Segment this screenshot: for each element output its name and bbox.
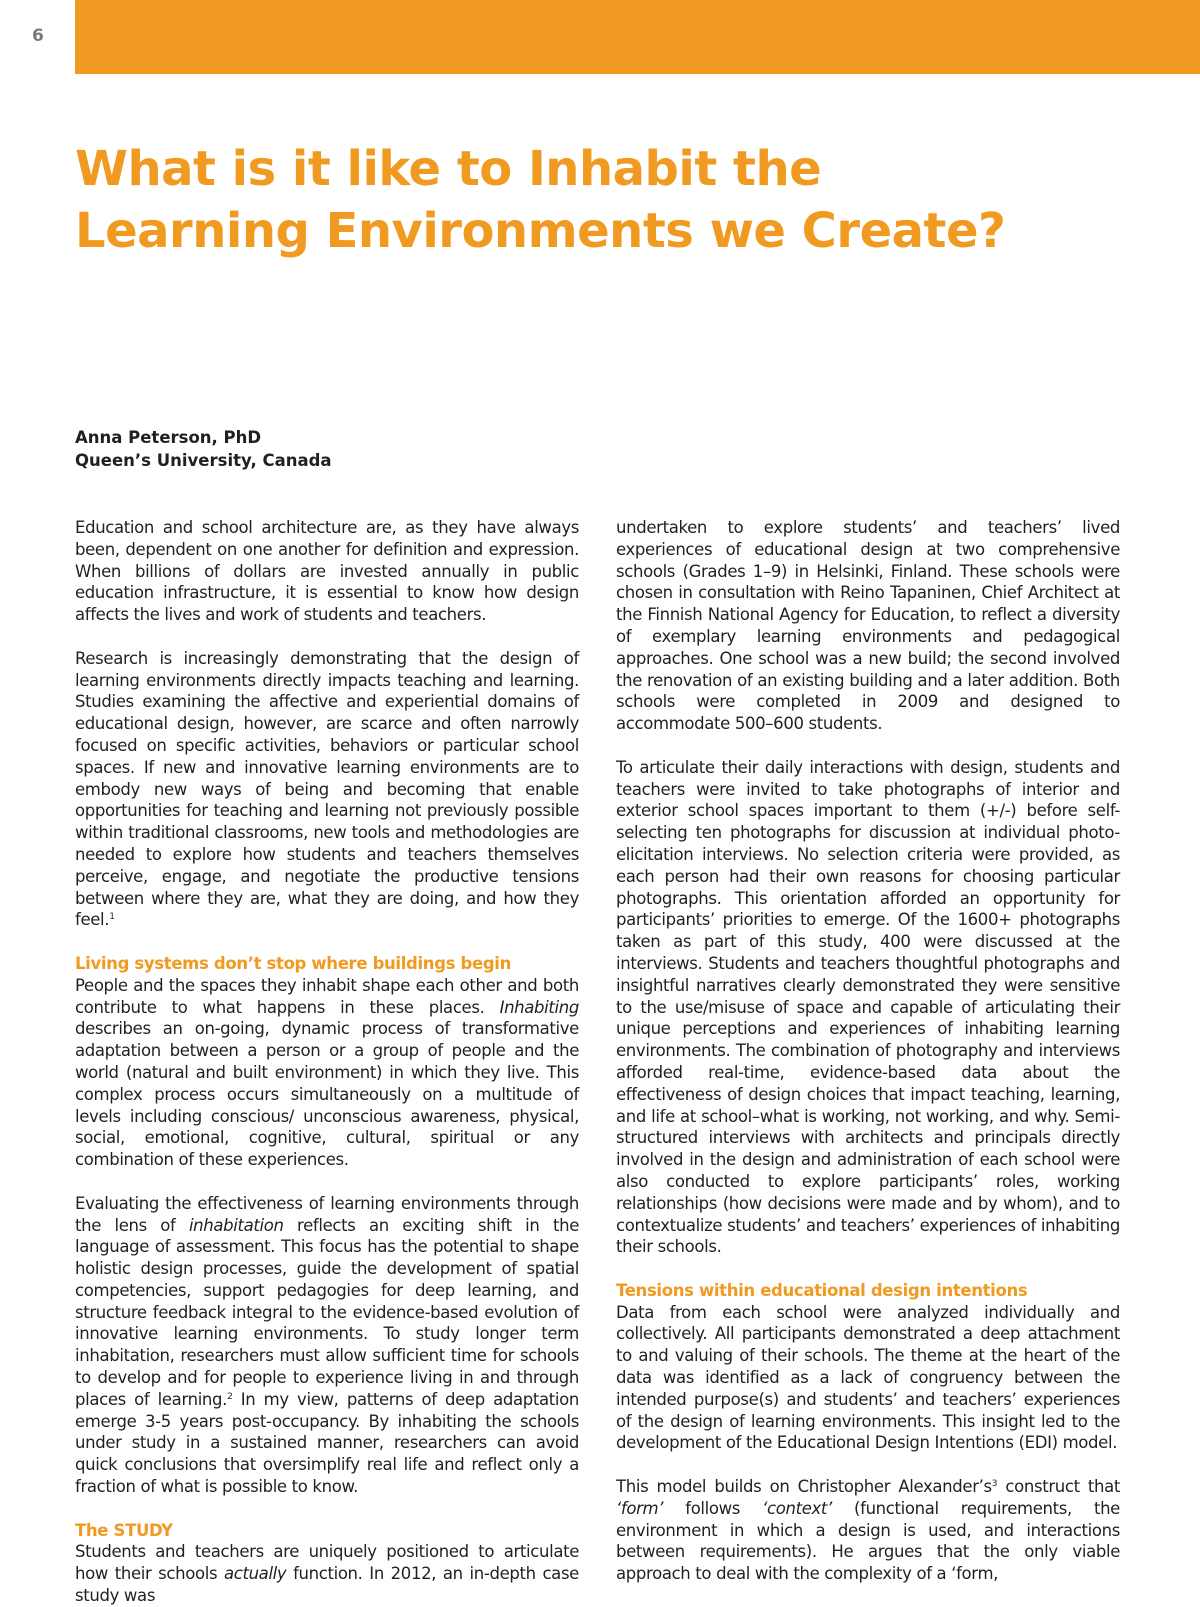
author-affiliation: Queen’s University, Canada [75, 451, 332, 470]
paragraph-text: This model builds on Christopher Alexander’s [616, 1477, 992, 1497]
paragraph [75, 648, 579, 931]
article-title-line-2: Learning Environments we Create? [75, 203, 1006, 259]
paragraph-text: function. In 2012, an in-depth case study was [75, 1564, 579, 1606]
footnote-marker: 1 [109, 912, 115, 923]
paragraph-text: construct that [997, 1477, 1120, 1497]
paragraph [75, 517, 579, 626]
paragraph [616, 517, 1120, 735]
paragraph [75, 975, 579, 1171]
footnote-marker: 2 [227, 1391, 233, 1402]
right-column [616, 517, 1120, 1585]
author-block [75, 426, 332, 472]
article-title [75, 138, 1075, 262]
paragraph-text: Students and teachers are uniquely positioned to articulate how their schools [75, 1542, 579, 1584]
paragraph-text: In my view, patterns of deep adaptation emerge 3-5 years post-occupancy. By inhabiting the schools under study in a sustained manner, researchers can avoid quick conclusions that oversimplify real life and reflect only a fraction of what is possible to know. [75, 1389, 579, 1497]
emphasis-text: Inhabiting [499, 997, 579, 1017]
emphasis-text: ‘form’ [616, 1498, 664, 1518]
paragraph [75, 1193, 579, 1498]
paragraph [616, 1476, 1120, 1585]
paragraph-text: Education and school architecture are, as they have always been, dependent on one another for definition and expression. When billions of dollars are invested annually in public education infrastructure, it is essential to know how design affects the lives and work of students and teachers. [75, 518, 579, 625]
paragraph-text: reflects an exciting shift in the language of assessment. This focus has the potential to shape holistic design processes, guide the development of spatial competencies, support pedagogies for deep learning, and structure feedback integral to the evidence-based evolution of innovative learning environments. To study longer term inhabitation, researchers must allow sufficient time for schools to develop and for people to experience living in and through places of learning. [75, 1215, 579, 1409]
paragraph-text: describes an on-going, dynamic process of transformative adaptation between a person or a group of people and the world (natural and built environment) in which they live. This complex process occurs simultaneously on a multitude of levels including conscious/ unconscious awareness, physical, social, emotional, cognitive, cultural, spiritual or any combination of these experiences. [75, 1019, 579, 1170]
paragraph-text: (functional requirements, the environment in which a design is used, and interactions between requirements). He argues that the only viable approach to deal with the complexity of a ‘form, [616, 1498, 1120, 1584]
footnote-marker: 3 [991, 1479, 998, 1490]
emphasis-text: inhabitation [188, 1215, 284, 1235]
section-heading-tensions: Tensions within educational design intentions [616, 1280, 1028, 1300]
emphasis-text: ‘context’ [762, 1498, 832, 1518]
paragraph-text: Research is increasingly demonstrating that the design of learning environments directly impacts teaching and learning. Studies examining the affective and experiential domains of educational design, however, are scarce and often narrowly focused on specific activities, behaviors or particular school spaces. If new and innovative learning environments are to embody new ways of being and becoming that enable opportunities for teaching and learning not previously possible within traditional classrooms, new tools and methodologies are needed to explore how students and teachers themselves perceive, engage, and negotiate the productive tensions between where they are, what they are doing, and how they feel. [75, 648, 579, 930]
article-title-line-1: What is it like to Inhabit the [75, 141, 822, 197]
paragraph-text: undertaken to explore students’ and teachers’ lived experiences of educational design at two comprehensive schools (Grades 1–9) in Helsinki, Finland. These schools were chosen in consultation with Reino Tapaninen, Chief Architect at the Finnish National Agency for Education, to reflect a diversity of exemplary learning environments and pedagogical approaches. One school was a new build; the second involved the renovation of an existing building and a later addition. Both schools were completed in 2009 and designed to accommodate 500–600 students. [616, 518, 1120, 734]
paragraph [616, 757, 1120, 1258]
left-column [75, 517, 579, 1607]
paragraph [616, 1302, 1120, 1455]
section-heading-living-systems: Living systems don’t stop where buildings begin [75, 953, 511, 973]
paragraph [75, 1541, 579, 1606]
paragraph-text: Evaluating the effectiveness of learning environments through the lens of [75, 1193, 579, 1235]
paragraph-text: To articulate their daily interactions with design, students and teachers were invited to take photographs of interior and exterior school spaces important to them (+/-) before self-selecting ten photographs for discussion at individual photo-elicitation interviews. No selection criteria were provided, as each person had their own reasons for choosing particular photographs. This orientation afforded an opportunity for participants’ priorities to emerge. Of the 1600+ photographs taken as part of this study, 400 were discussed at the interviews. Students and teachers thoughtful photographs and insightful narratives clearly demonstrated they were sensitive to the use/misuse of space and capable of articulating their unique perceptions and experiences of inhabiting learning environments. The combination of photography and interviews afforded real-time, evidence-based data about the effectiveness of design choices that impact teaching, learning, and life at school–what is working, not working, and why. Semi-structured interviews with architects and principals directly involved in the design and administration of each school were also conducted to explore participants’ roles, working relationships (how decisions were made and by whom), and to contextualize students’ and teachers’ experiences of inhabiting their schools. [616, 757, 1120, 1257]
section-heading-the-study: The STUDY [75, 1520, 173, 1540]
emphasis-text: actually [223, 1564, 287, 1584]
paragraph-text: follows [663, 1498, 763, 1518]
header-color-band [75, 0, 1200, 74]
paragraph-text: People and the spaces they inhabit shape each other and both contribute to what happens in these places. [75, 975, 579, 1017]
author-name: Anna Peterson, PhD [75, 428, 262, 447]
page-number: 6 [32, 26, 44, 46]
paragraph-text: Data from each school were analyzed individually and collectively. All participants demonstrated a deep attachment to and valuing of their schools. The theme at the heart of the data was identified as a lack of congruency between the intended purpose(s) and students’ and teachers’ experiences of the design of learning environments. This insight led to the development of the Educational Design Intentions (EDI) model. [616, 1302, 1120, 1453]
